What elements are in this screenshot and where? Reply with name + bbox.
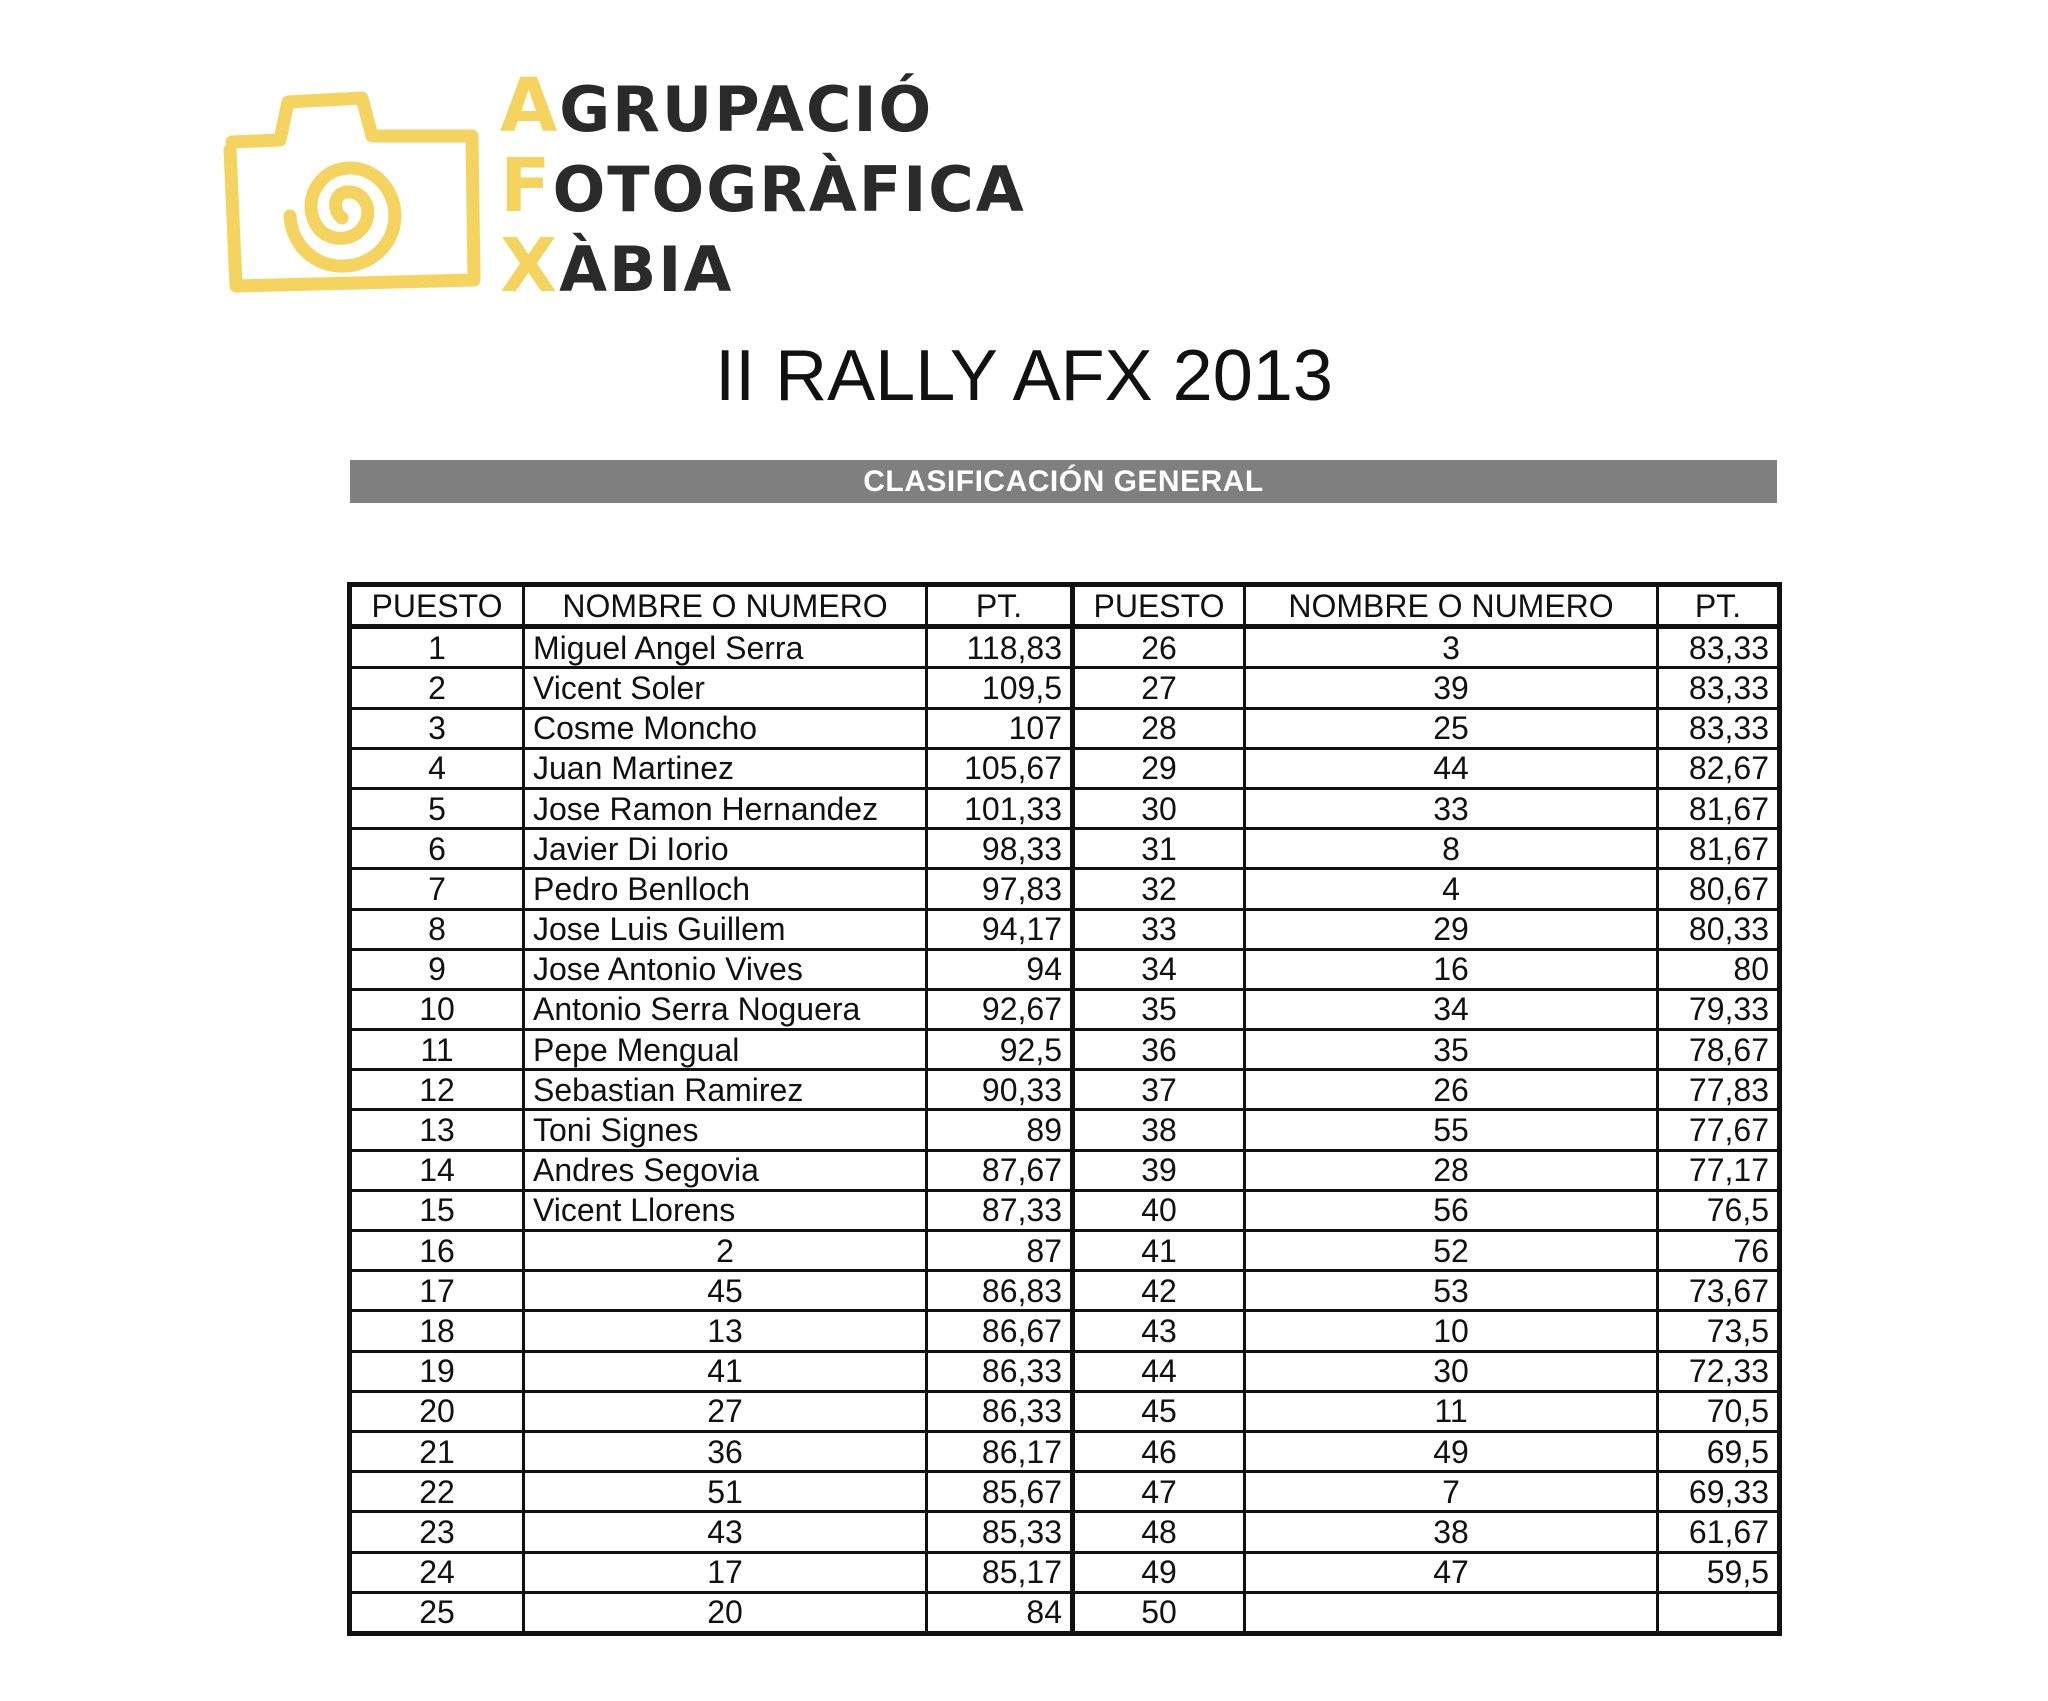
nombre-cell: 43: [524, 1512, 927, 1552]
puesto-cell: 1: [350, 627, 524, 668]
pt-cell: 70,5: [1658, 1391, 1780, 1431]
nombre-cell: 2: [524, 1231, 927, 1271]
pt-cell: 83,33: [1658, 668, 1780, 708]
nombre-cell: Jose Luis Guillem: [524, 909, 927, 949]
nombre-cell: 30: [1245, 1351, 1658, 1391]
header-puesto-right: PUESTO: [1073, 585, 1245, 627]
table-row: [350, 1391, 1780, 1431]
nombre-cell: 20: [524, 1592, 927, 1633]
nombre-cell: Andres Segovia: [524, 1150, 927, 1190]
nombre-cell: Toni Signes: [524, 1110, 927, 1150]
nombre-cell: 36: [524, 1431, 927, 1471]
pt-cell: 73,67: [1658, 1271, 1780, 1311]
nombre-cell: 11: [1245, 1391, 1658, 1431]
pt-cell: 87,67: [927, 1150, 1073, 1190]
results-table: [347, 582, 1782, 1636]
pt-cell: 86,17: [927, 1431, 1073, 1471]
pt-cell: 86,67: [927, 1311, 1073, 1351]
header-pt-right: PT.: [1658, 585, 1780, 627]
puesto-cell: 7: [350, 869, 524, 909]
puesto-cell: 32: [1073, 869, 1245, 909]
table-row: [350, 1190, 1780, 1230]
nombre-cell: Javier Di Iorio: [524, 829, 927, 869]
nombre-cell: Vicent Soler: [524, 668, 927, 708]
pt-cell: 73,5: [1658, 1311, 1780, 1351]
table-row: [350, 627, 1780, 668]
puesto-cell: 28: [1073, 708, 1245, 748]
table-row: [350, 668, 1780, 708]
nombre-cell: Cosme Moncho: [524, 708, 927, 748]
pt-cell: 77,83: [1658, 1070, 1780, 1110]
pt-cell: [1658, 1592, 1780, 1633]
table-row: [350, 788, 1780, 828]
pt-cell: 76: [1658, 1231, 1780, 1271]
nombre-cell: 10: [1245, 1311, 1658, 1351]
pt-cell: 69,5: [1658, 1431, 1780, 1471]
pt-cell: 80,67: [1658, 869, 1780, 909]
nombre-cell: 52: [1245, 1231, 1658, 1271]
nombre-cell: Pepe Mengual: [524, 1030, 927, 1070]
nombre-cell: 49: [1245, 1431, 1658, 1471]
puesto-cell: 23: [350, 1512, 524, 1552]
puesto-cell: 2: [350, 668, 524, 708]
puesto-cell: 39: [1073, 1150, 1245, 1190]
puesto-cell: 37: [1073, 1070, 1245, 1110]
puesto-cell: 36: [1073, 1030, 1245, 1070]
nombre-cell: 17: [524, 1552, 927, 1592]
pt-cell: 85,17: [927, 1552, 1073, 1592]
logo-line-3: XÀBIA: [500, 223, 734, 309]
nombre-cell: [1245, 1592, 1658, 1633]
puesto-cell: 3: [350, 708, 524, 748]
nombre-cell: 8: [1245, 829, 1658, 869]
puesto-cell: 29: [1073, 748, 1245, 788]
pt-cell: 82,67: [1658, 748, 1780, 788]
nombre-cell: Miguel Angel Serra: [524, 627, 927, 668]
pt-cell: 94,17: [927, 909, 1073, 949]
table-row: [350, 1472, 1780, 1512]
puesto-cell: 25: [350, 1592, 524, 1633]
pt-cell: 105,67: [927, 748, 1073, 788]
nombre-cell: Juan Martinez: [524, 748, 927, 788]
nombre-cell: 39: [1245, 668, 1658, 708]
table-row: [350, 1311, 1780, 1351]
pt-cell: 98,33: [927, 829, 1073, 869]
pt-cell: 86,33: [927, 1351, 1073, 1391]
puesto-cell: 46: [1073, 1431, 1245, 1471]
table-row: [350, 989, 1780, 1029]
nombre-cell: Sebastian Ramirez: [524, 1070, 927, 1110]
puesto-cell: 38: [1073, 1110, 1245, 1150]
camera-icon: [222, 90, 482, 300]
nombre-cell: 35: [1245, 1030, 1658, 1070]
nombre-cell: Antonio Serra Noguera: [524, 989, 927, 1029]
organization-logo: [222, 63, 1026, 316]
puesto-cell: 8: [350, 909, 524, 949]
nombre-cell: 56: [1245, 1190, 1658, 1230]
pt-cell: 59,5: [1658, 1552, 1780, 1592]
section-banner: CLASIFICACIÓN GENERAL: [350, 460, 1777, 503]
pt-cell: 72,33: [1658, 1351, 1780, 1391]
pt-cell: 81,67: [1658, 788, 1780, 828]
pt-cell: 69,33: [1658, 1472, 1780, 1512]
nombre-cell: Pedro Benlloch: [524, 869, 927, 909]
puesto-cell: 45: [1073, 1391, 1245, 1431]
table-row: [350, 1070, 1780, 1110]
table-row: [350, 1150, 1780, 1190]
nombre-cell: Jose Antonio Vives: [524, 949, 927, 989]
nombre-cell: 16: [1245, 949, 1658, 989]
header-pt-left: PT.: [927, 585, 1073, 627]
puesto-cell: 13: [350, 1110, 524, 1150]
pt-cell: 87: [927, 1231, 1073, 1271]
header-nombre-right: NOMBRE O NUMERO: [1245, 585, 1658, 627]
puesto-cell: 15: [350, 1190, 524, 1230]
pt-cell: 94: [927, 949, 1073, 989]
puesto-cell: 44: [1073, 1351, 1245, 1391]
puesto-cell: 24: [350, 1552, 524, 1592]
table-row: [350, 949, 1780, 989]
puesto-cell: 21: [350, 1431, 524, 1471]
pt-cell: 80,33: [1658, 909, 1780, 949]
table-row: [350, 909, 1780, 949]
pt-cell: 92,67: [927, 989, 1073, 1029]
nombre-cell: 26: [1245, 1070, 1658, 1110]
logo-line-1: AGRUPACIÓ: [500, 63, 934, 149]
table-row: [350, 1271, 1780, 1311]
puesto-cell: 26: [1073, 627, 1245, 668]
nombre-cell: 38: [1245, 1512, 1658, 1552]
nombre-cell: 3: [1245, 627, 1658, 668]
nombre-cell: 29: [1245, 909, 1658, 949]
puesto-cell: 17: [350, 1271, 524, 1311]
page-title: II RALLY AFX 2013: [715, 336, 1333, 416]
nombre-cell: 28: [1245, 1150, 1658, 1190]
puesto-cell: 47: [1073, 1472, 1245, 1512]
pt-cell: 85,67: [927, 1472, 1073, 1512]
nombre-cell: 47: [1245, 1552, 1658, 1592]
puesto-cell: 6: [350, 829, 524, 869]
pt-cell: 97,83: [927, 869, 1073, 909]
nombre-cell: 53: [1245, 1271, 1658, 1311]
table-row: [350, 1592, 1780, 1633]
puesto-cell: 12: [350, 1070, 524, 1110]
table-row: [350, 829, 1780, 869]
pt-cell: 92,5: [927, 1030, 1073, 1070]
pt-cell: 83,33: [1658, 708, 1780, 748]
pt-cell: 107: [927, 708, 1073, 748]
nombre-cell: 13: [524, 1311, 927, 1351]
nombre-cell: 55: [1245, 1110, 1658, 1150]
pt-cell: 109,5: [927, 668, 1073, 708]
pt-cell: 80: [1658, 949, 1780, 989]
puesto-cell: 30: [1073, 788, 1245, 828]
pt-cell: 61,67: [1658, 1512, 1780, 1552]
nombre-cell: 33: [1245, 788, 1658, 828]
puesto-cell: 35: [1073, 989, 1245, 1029]
puesto-cell: 31: [1073, 829, 1245, 869]
puesto-cell: 40: [1073, 1190, 1245, 1230]
puesto-cell: 9: [350, 949, 524, 989]
nombre-cell: 25: [1245, 708, 1658, 748]
table-row: [350, 748, 1780, 788]
pt-cell: 77,17: [1658, 1150, 1780, 1190]
puesto-cell: 43: [1073, 1311, 1245, 1351]
puesto-cell: 33: [1073, 909, 1245, 949]
table-row: [350, 1351, 1780, 1391]
puesto-cell: 27: [1073, 668, 1245, 708]
puesto-cell: 49: [1073, 1552, 1245, 1592]
table-row: [350, 869, 1780, 909]
nombre-cell: 41: [524, 1351, 927, 1391]
table-row: [350, 1431, 1780, 1471]
pt-cell: 83,33: [1658, 627, 1780, 668]
pt-cell: 84: [927, 1592, 1073, 1633]
pt-cell: 118,83: [927, 627, 1073, 668]
pt-cell: 87,33: [927, 1190, 1073, 1230]
nombre-cell: 7: [1245, 1472, 1658, 1512]
puesto-cell: 14: [350, 1150, 524, 1190]
logo-wordmark: [500, 63, 1026, 309]
nombre-cell: Vicent Llorens: [524, 1190, 927, 1230]
puesto-cell: 22: [350, 1472, 524, 1512]
pt-cell: 86,33: [927, 1391, 1073, 1431]
nombre-cell: 51: [524, 1472, 927, 1512]
pt-cell: 85,33: [927, 1512, 1073, 1552]
table-row: [350, 1512, 1780, 1552]
header-puesto-left: PUESTO: [350, 585, 524, 627]
nombre-cell: 34: [1245, 989, 1658, 1029]
pt-cell: 76,5: [1658, 1190, 1780, 1230]
nombre-cell: 27: [524, 1391, 927, 1431]
pt-cell: 78,67: [1658, 1030, 1780, 1070]
pt-cell: 77,67: [1658, 1110, 1780, 1150]
table-row: [350, 1231, 1780, 1271]
puesto-cell: 19: [350, 1351, 524, 1391]
nombre-cell: Jose Ramon Hernandez: [524, 788, 927, 828]
puesto-cell: 20: [350, 1391, 524, 1431]
puesto-cell: 48: [1073, 1512, 1245, 1552]
pt-cell: 101,33: [927, 788, 1073, 828]
puesto-cell: 50: [1073, 1592, 1245, 1633]
puesto-cell: 42: [1073, 1271, 1245, 1311]
pt-cell: 90,33: [927, 1070, 1073, 1110]
pt-cell: 86,83: [927, 1271, 1073, 1311]
puesto-cell: 34: [1073, 949, 1245, 989]
table-row: [350, 1110, 1780, 1150]
nombre-cell: 44: [1245, 748, 1658, 788]
puesto-cell: 5: [350, 788, 524, 828]
table-row: [350, 708, 1780, 748]
table-header-row: [350, 585, 1780, 627]
puesto-cell: 18: [350, 1311, 524, 1351]
puesto-cell: 11: [350, 1030, 524, 1070]
puesto-cell: 41: [1073, 1231, 1245, 1271]
pt-cell: 81,67: [1658, 829, 1780, 869]
logo-line-2: FOTOGRÀFICA: [500, 143, 1026, 229]
table-row: [350, 1552, 1780, 1592]
pt-cell: 79,33: [1658, 989, 1780, 1029]
table-row: [350, 1030, 1780, 1070]
puesto-cell: 4: [350, 748, 524, 788]
pt-cell: 89: [927, 1110, 1073, 1150]
header-nombre-left: NOMBRE O NUMERO: [524, 585, 927, 627]
puesto-cell: 16: [350, 1231, 524, 1271]
nombre-cell: 4: [1245, 869, 1658, 909]
puesto-cell: 10: [350, 989, 524, 1029]
nombre-cell: 45: [524, 1271, 927, 1311]
